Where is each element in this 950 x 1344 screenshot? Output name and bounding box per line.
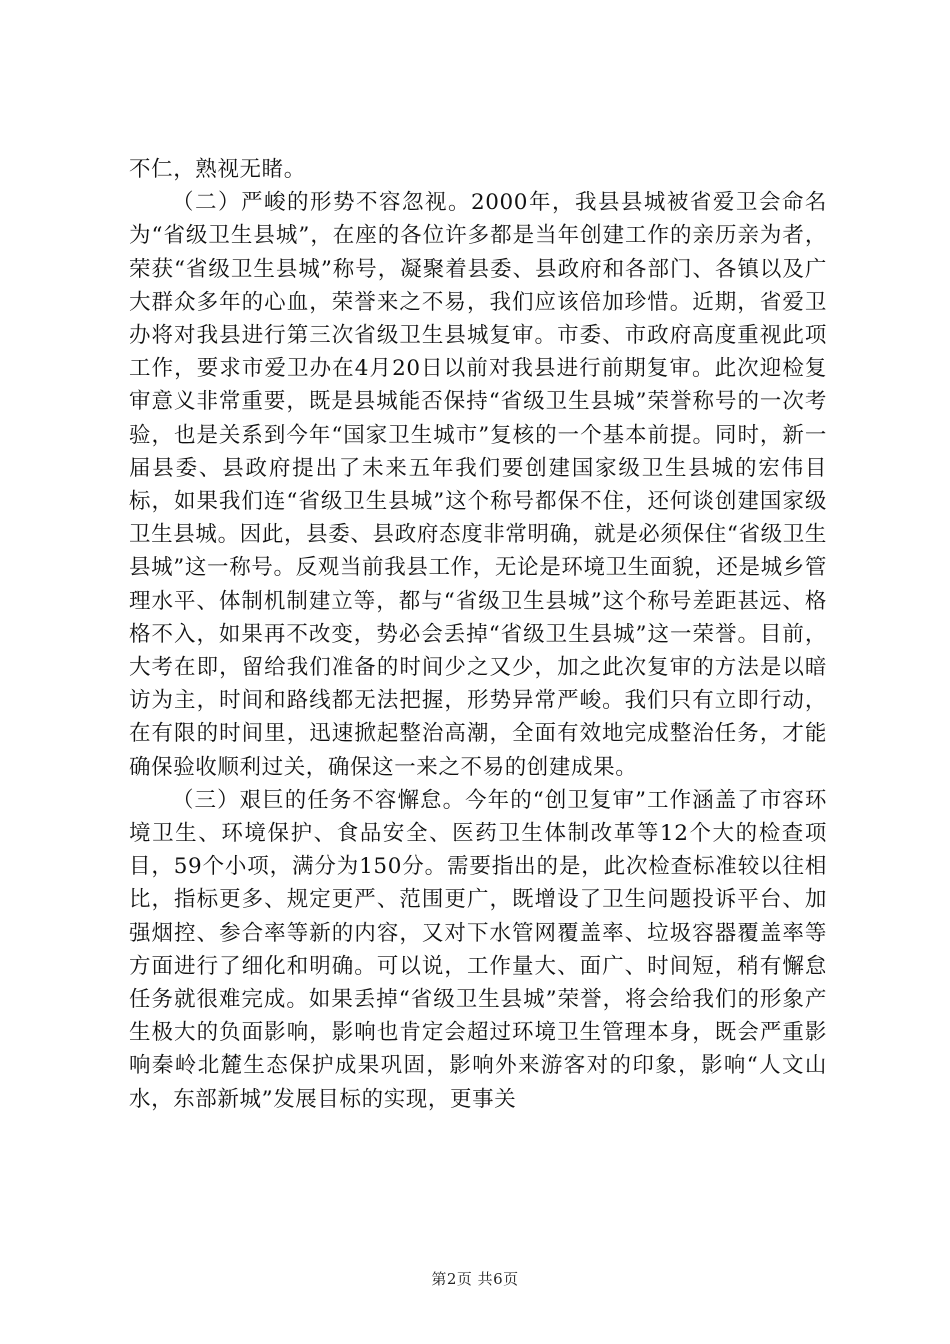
paragraph-intro-continuation: 不仁，熟视无睹。	[129, 157, 306, 182]
document-body	[129, 153, 827, 1116]
paragraph-section-two: （二）严峻的形势不容忽视。2000年，我县县城被省爱卫会命名为“省级卫生县城”，在座的各位许多都是当年创建工作的亲历亲为者，荣获“省级卫生县城”称号，凝聚着县委、县政府和各部门、各镇以及广大群众多年的心血，荣誉来之不易，我们应该倍加珍惜。近期，省爱卫办将对我县进行第三次省级卫生县城复审。市委、市政府高度重视此项工作，要求市爱卫办在4月20日以前对我县进行前期复审。此次迎检复审意义非常重要，既是县城能否保持“省级卫生县城”荣誉称号的一次考验，也是关系到今年“国家卫生城市”复核的一个基本前提。同时，新一届县委、县政府提出了未来五年我们要创建国家级卫生县城的宏伟目标，如果我们连“省级卫生县城”这个称号都保不住，还何谈创建国家级卫生县城。因此，县委、县政府态度非常明确，就是必须保住“省级卫生县城”这一称号。反观当前我县工作，无论是环境卫生面貌，还是城乡管理水平、体制机制建立等，都与“省级卫生县城”这个称号差距甚远、格格不入，如果再不改变，势必会丢掉“省级卫生县城”这一荣誉。目前，大考在即，留给我们准备的时间少之又少，加之此次复审的方法是以暗访为主，时间和路线都无法把握，形势异常严峻。我们只有立即行动，在有限的时间里，迅速掀起整治高潮，全面有效地完成整治任务，才能确保验收顺利过关，确保这一来之不易的创建成果。	[129, 190, 827, 780]
paragraph-section-three: （三）艰巨的任务不容懈怠。今年的“创卫复审”工作涵盖了市容环境卫生、环境保护、食品安全、医药卫生体制改革等12个大的检查项目，59个小项，满分为150分。需要指出的是，此次检查标准较以往相比，指标更多、规定更严、范围更广，既增设了卫生问题投诉平台、加强烟控、参合率等新的内容，又对下水管网覆盖率、垃圾容器覆盖率等方面进行了细化和明确。可以说，工作量大、面广、时间短，稍有懈怠任务就很难完成。如果丢掉“省级卫生县城”荣誉，将会给我们的形象产生极大的负面影响，影响也肯定会超过环境卫生管理本身，既会严重影响秦岭北麓生态保护成果巩固，影响外来游客对的印象，影响“人文山水，东部新城”发展目标的实现，更事关	[129, 787, 827, 1112]
page-number-footer: 第2页 共6页	[431, 1270, 519, 1288]
